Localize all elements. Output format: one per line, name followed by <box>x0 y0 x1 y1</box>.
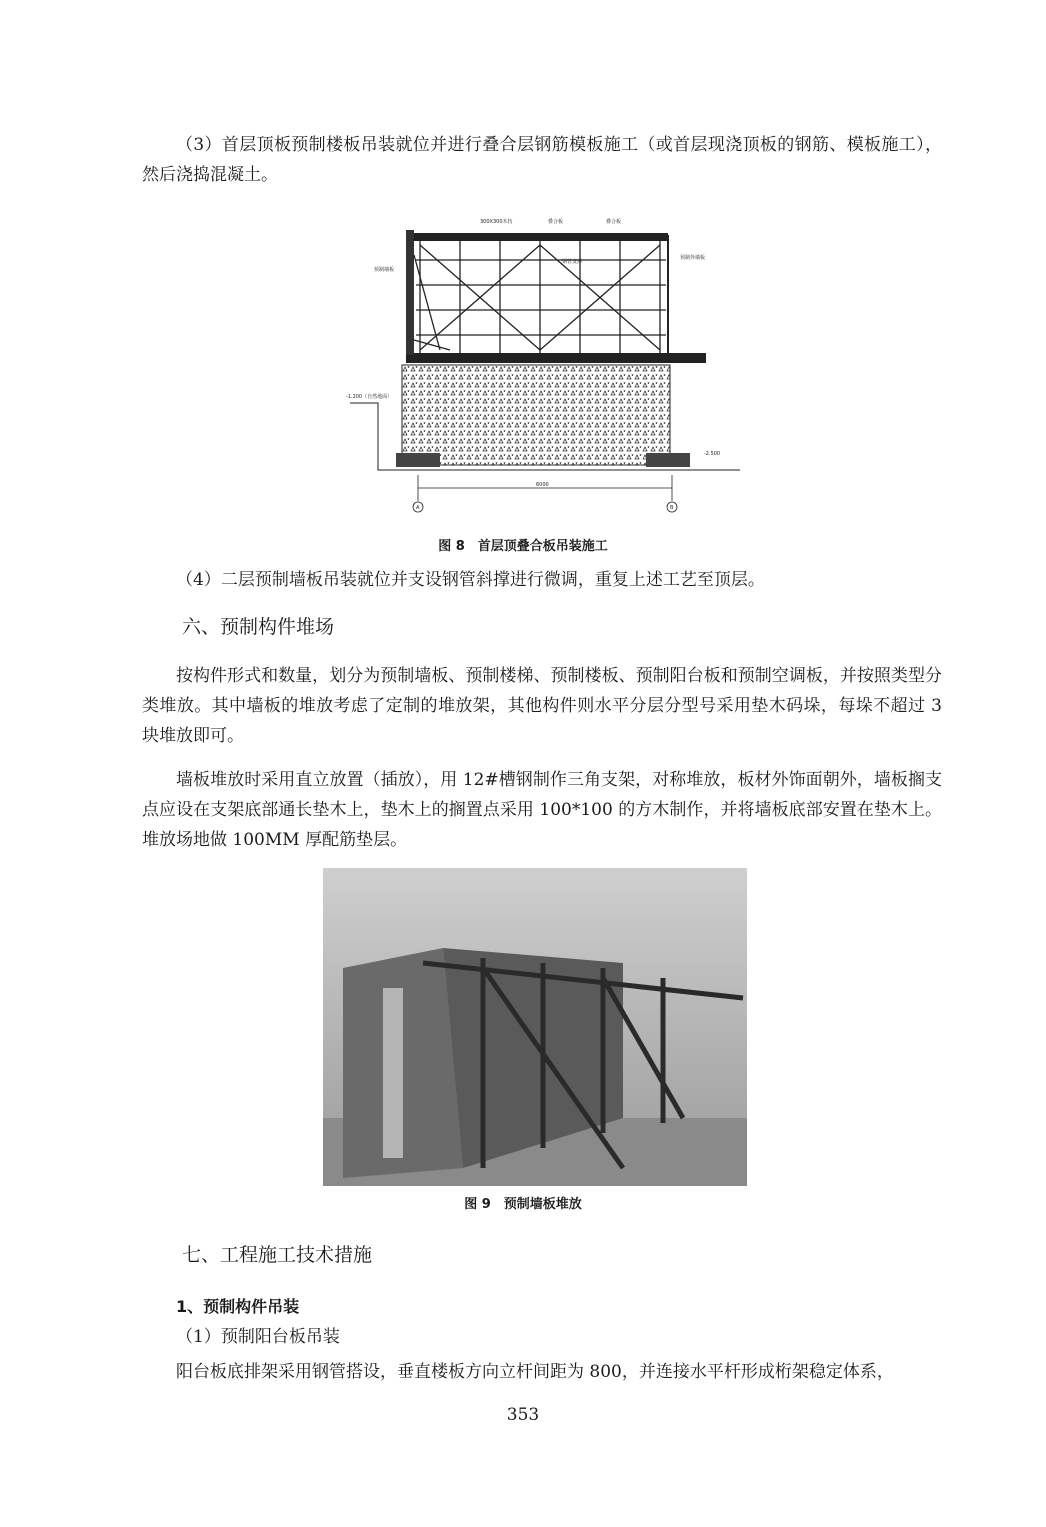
label-dimension: 6000 <box>536 482 549 488</box>
label-precast-wall: 预制墙板 <box>374 267 395 273</box>
figure-8-drawing <box>330 205 750 530</box>
composite-slab <box>414 233 668 241</box>
label-steel-support: 钢管支撑 <box>562 259 583 265</box>
label-level-right: -2.500 <box>704 451 721 457</box>
label-exterior-wall: 预制外墙板 <box>680 255 706 261</box>
paragraph-balcony-body: 阳台板底排架采用钢管搭设，垂直楼板方向立杆间距为 800，并连接水平杆形成桁架稳定体系， <box>176 1362 894 1382</box>
left-foundation <box>396 453 440 467</box>
label-level-left: -1.200（自然地面） <box>346 394 393 400</box>
precast-wall-left <box>406 230 414 355</box>
paragraph-step-3: （3）首层顶板预制楼板吊装就位并进行叠合层钢筋模板施工（或首层现浇顶板的钢筋、模板施工），然后浇捣混凝土。 <box>142 135 942 185</box>
figure-9-caption: 图 9 预制墙板堆放 <box>464 1197 582 1212</box>
label-timber: 300X300木枋 <box>480 219 513 225</box>
subsection-heading-1: 1、预制构件吊装 <box>176 1297 300 1316</box>
paragraph-balcony-title: （1）预制阳台板吊装 <box>176 1327 340 1347</box>
steel-pipe-scaffold <box>414 241 666 353</box>
figure-9-photo <box>323 868 747 1186</box>
paragraph-storage-1: 按构件形式和数量，划分为预制墙板、预制楼梯、预制楼板、预制阳台板和预制空调板，并按照类型分类堆放。其中墙板的堆放考虑了定制的堆放架，其他构件则水平分层分型号采用垫木码垛，每垛不超过 3 块堆放即可。 <box>142 666 942 746</box>
figure-8-caption: 图 8 首层顶叠合板吊装施工 <box>438 539 608 554</box>
page-number: 353 <box>506 1405 540 1425</box>
ladder <box>383 988 403 1158</box>
axis-b-label: B <box>670 505 674 511</box>
right-foundation <box>646 453 690 467</box>
label-slab-1: 叠合板 <box>548 219 564 225</box>
soil-block <box>402 365 670 465</box>
axis-a-label: A <box>416 505 420 511</box>
section-heading-7: 七、工程施工技术措施 <box>182 1244 373 1266</box>
ground-slab <box>406 353 706 363</box>
section-heading-6: 六、预制构件堆场 <box>182 616 335 638</box>
paragraph-storage-2: 墙板堆放时采用直立放置（插放），用 12#槽钢制作三角支架，对称堆放，板材外饰面朝外，墙板搁支点应设在支架底部通长垫木上，垫木上的搁置点采用 100*100 的方木制作，并将墙板底部安置在垫木上。堆放场地做 100MM 厚配筋垫层。 <box>142 770 942 850</box>
paragraph-step-4: （4）二层预制墙板吊装就位并支设钢管斜撑进行微调，重复上述工艺至顶层。 <box>176 570 765 590</box>
label-slab-2: 叠合板 <box>606 219 622 225</box>
